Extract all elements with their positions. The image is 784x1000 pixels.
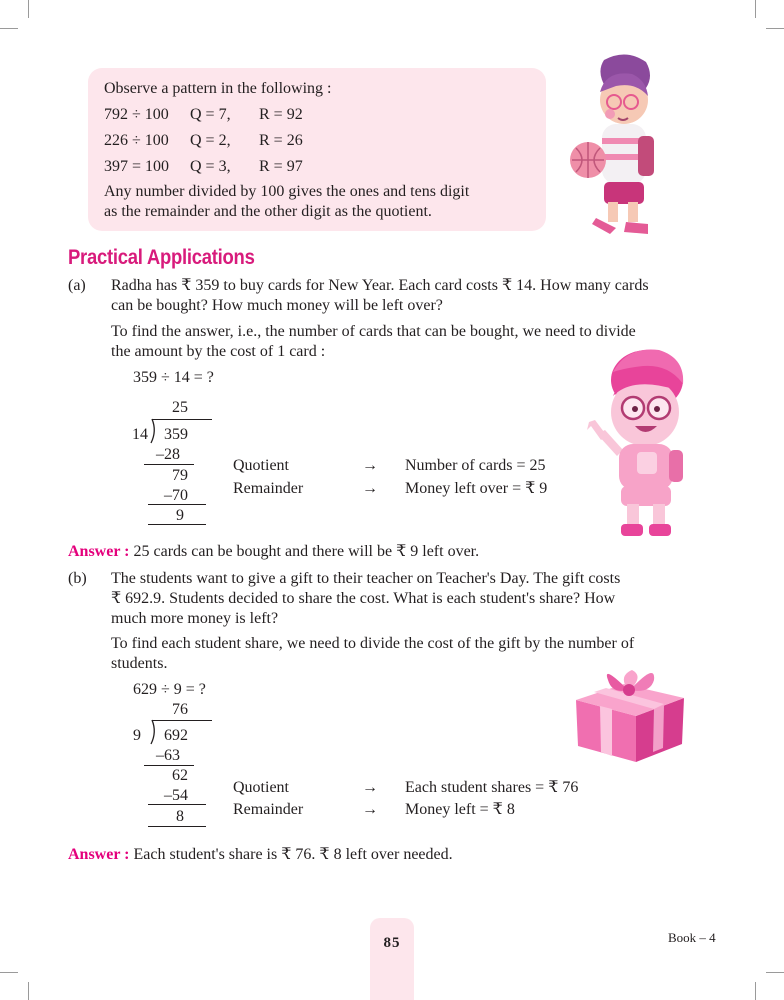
- remainder-meaning: Money left over = ₹ 9: [405, 480, 548, 497]
- division-a-remainder: 9: [176, 507, 184, 524]
- problem-a-explanation: To find the answer, i.e., the number of cards that can be bought, we need to divide: [111, 323, 636, 340]
- crop-mark: [0, 28, 18, 29]
- division-bar: [152, 720, 212, 721]
- gift-box-illustration: [572, 660, 688, 764]
- remainder-label: Remainder: [233, 480, 304, 497]
- quotient-meaning: Each student shares = ₹ 76: [405, 779, 579, 796]
- pattern-quotient: Q = 3,: [190, 158, 231, 175]
- division-bracket: [148, 720, 158, 744]
- pattern-intro: Observe a pattern in the following :: [104, 80, 332, 97]
- pattern-quotient: Q = 7,: [190, 106, 231, 123]
- pattern-note: as the remainder and the other digit as the quotient.: [104, 203, 432, 220]
- crop-mark: [28, 982, 29, 1000]
- problem-b-question: ₹ 692.9. Students decided to share the cost. What is each student's share? How: [111, 590, 616, 607]
- division-a-step: –70: [164, 487, 188, 504]
- answer-label: Answer :: [68, 846, 130, 863]
- division-rule: [148, 804, 206, 805]
- division-b-step: –63: [156, 747, 180, 764]
- division-b-step: –54: [164, 787, 188, 804]
- answer-text: 25 cards can be bought and there will be ₹ 9 left over.: [133, 543, 480, 560]
- crop-mark: [0, 972, 18, 973]
- pattern-expr: 792 ÷ 100: [104, 106, 169, 123]
- arrow-icon: →: [362, 480, 378, 497]
- division-b-quotient: 76: [172, 701, 188, 718]
- quotient-label: Quotient: [233, 779, 289, 796]
- division-bracket: [148, 419, 158, 443]
- problem-b-explanation: students.: [111, 655, 168, 672]
- remainder-meaning: Money left = ₹ 8: [405, 801, 515, 818]
- division-rule: [148, 826, 206, 827]
- division-a-dividend: 359: [164, 426, 188, 443]
- quotient-meaning: Number of cards = 25: [405, 457, 546, 474]
- arrow-icon: →: [362, 779, 378, 796]
- answer-b-line: [68, 845, 453, 865]
- book-reference: Book – 4: [668, 930, 716, 945]
- division-rule: [148, 524, 206, 525]
- problem-a-question: Radha has ₹ 359 to buy cards for New Year. Each card costs ₹ 14. How many cards: [111, 277, 649, 294]
- problem-b-explanation: To find each student share, we need to divide the cost of the gift by the number of: [111, 635, 635, 652]
- page-number-tab: [370, 918, 414, 1000]
- division-b-remainder: 8: [176, 808, 184, 825]
- division-a-step: –28: [156, 446, 180, 463]
- boy-with-ball-illustration: [566, 52, 666, 240]
- pattern-expr: 397 = 100: [104, 158, 170, 175]
- division-a-step: 79: [172, 467, 188, 484]
- page-number: 85: [383, 935, 401, 951]
- crop-mark: [28, 0, 29, 18]
- pattern-remainder: R = 92: [259, 106, 303, 123]
- arrow-icon: →: [362, 457, 378, 474]
- problem-a-question: can be bought? How much money will be left over?: [111, 297, 443, 314]
- crop-mark: [766, 972, 784, 973]
- problem-b-label: (b): [68, 570, 87, 587]
- problem-b-question: much more money is left?: [111, 610, 279, 627]
- remainder-label: Remainder: [233, 801, 304, 818]
- answer-text: Each student's share is ₹ 76. ₹ 8 left over needed.: [133, 846, 453, 863]
- arrow-icon: →: [362, 801, 378, 818]
- pattern-quotient: Q = 2,: [190, 132, 231, 149]
- pattern-note: Any number divided by 100 gives the ones and tens digit: [104, 183, 470, 200]
- pattern-remainder: R = 26: [259, 132, 303, 149]
- pattern-expr: 226 ÷ 100: [104, 132, 169, 149]
- crop-mark: [755, 0, 756, 18]
- division-a-divisor: 14: [132, 426, 148, 443]
- division-b-step: 62: [172, 767, 188, 784]
- pattern-remainder: R = 97: [259, 158, 303, 175]
- division-a-quotient: 25: [172, 399, 188, 416]
- division-b-dividend: 692: [164, 727, 188, 744]
- section-title: Practical Applications: [68, 246, 255, 269]
- quotient-label: Quotient: [233, 457, 289, 474]
- division-bar: [152, 419, 212, 420]
- answer-a-line: [68, 542, 479, 562]
- answer-label: Answer :: [68, 543, 130, 560]
- problem-a-label: (a): [68, 277, 86, 294]
- problem-a-equation: 359 ÷ 14 = ?: [133, 369, 214, 386]
- problem-b-question: The students want to give a gift to their teacher on Teacher's Day. The gift costs: [111, 570, 621, 587]
- problem-a-explanation: the amount by the cost of 1 card :: [111, 343, 326, 360]
- crop-mark: [766, 28, 784, 29]
- problem-b-equation: 629 ÷ 9 = ?: [133, 681, 206, 698]
- division-b-divisor: 9: [133, 727, 141, 744]
- waving-boy-illustration: [583, 346, 695, 542]
- crop-mark: [755, 982, 756, 1000]
